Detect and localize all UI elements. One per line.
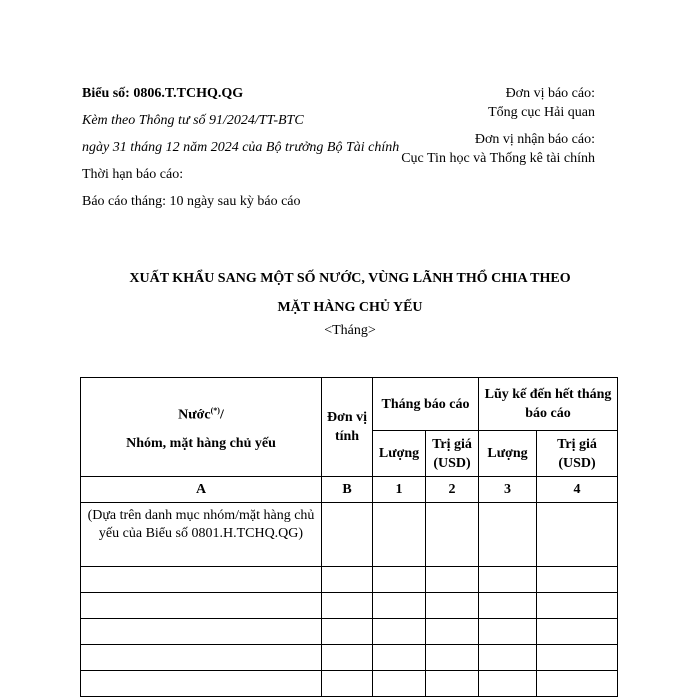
index-cell: A (81, 477, 322, 503)
empty-cell (81, 645, 322, 671)
empty-cell (373, 593, 426, 619)
report-period: <Tháng> (324, 323, 376, 338)
empty-cell (479, 619, 537, 645)
empty-cell (322, 619, 373, 645)
empty-cell (322, 567, 373, 593)
empty-cell (426, 503, 479, 567)
reporting-unit-label: Đơn vị báo cáo: (505, 86, 595, 101)
empty-cell (373, 671, 426, 697)
empty-cell (373, 645, 426, 671)
header-country-group (81, 378, 322, 477)
empty-cell (373, 619, 426, 645)
empty-cell (322, 593, 373, 619)
empty-cell (81, 567, 322, 593)
form-code: Biểu số: 0806.T.TCHQ.QG (82, 86, 244, 101)
issued-date: ngày 31 tháng 12 năm 2024 của Bộ trưởng Bộ Tài chính (82, 140, 400, 155)
empty-cell (322, 503, 373, 567)
empty-cell (373, 503, 426, 567)
unit-info-block (400, 84, 595, 176)
empty-cell (479, 593, 537, 619)
header-cum-value: Trị giá (USD) (537, 431, 618, 477)
empty-cell (479, 645, 537, 671)
deadline-value: Báo cáo tháng: 10 ngày sau kỳ báo cáo (82, 194, 301, 209)
report-title-line2: MẶT HÀNG CHỦ YẾU (277, 300, 423, 315)
table-row (81, 567, 618, 593)
header-month-qty: Lượng (373, 431, 426, 477)
receiving-unit-label: Đơn vị nhận báo cáo: (474, 132, 595, 147)
report-title-line1: XUẤT KHẨU SANG MỘT SỐ NƯỚC, VÙNG LÃNH THỔ CHIA THEO (129, 271, 571, 286)
empty-cell (426, 645, 479, 671)
empty-cell (81, 593, 322, 619)
header-unit: Đơn vị tính (322, 378, 373, 477)
empty-cell (479, 503, 537, 567)
form-info-block (82, 84, 402, 219)
index-cell: 1 (373, 477, 426, 503)
report-table (80, 377, 618, 697)
empty-cell (479, 671, 537, 697)
reporting-unit: Tổng cục Hải quan (488, 105, 595, 120)
header-month-value: Trị giá (USD) (426, 431, 479, 477)
note-row (81, 503, 618, 567)
index-cell: 4 (537, 477, 618, 503)
index-cell: B (322, 477, 373, 503)
empty-cell (322, 671, 373, 697)
empty-cell (537, 593, 618, 619)
header-country-footnote: (*) (210, 406, 220, 416)
table-row (81, 593, 618, 619)
empty-cell (373, 567, 426, 593)
index-cell: 2 (426, 477, 479, 503)
empty-cell (426, 619, 479, 645)
index-cell: 3 (479, 477, 537, 503)
empty-cell (322, 645, 373, 671)
empty-cell (426, 671, 479, 697)
receiving-unit: Cục Tin học và Thống kê tài chính (401, 151, 595, 166)
header-country-suffix: / (219, 407, 224, 423)
table-row (81, 619, 618, 645)
table-row (81, 645, 618, 671)
header-cum-qty: Lượng (479, 431, 537, 477)
empty-cell (81, 619, 322, 645)
header-cumulative: Lũy kế đến hết tháng báo cáo (479, 378, 618, 431)
empty-cell (537, 567, 618, 593)
empty-cell (537, 671, 618, 697)
empty-cell (537, 645, 618, 671)
table-row (81, 671, 618, 697)
empty-cell (479, 567, 537, 593)
header-month: Tháng báo cáo (373, 378, 479, 431)
attached-circular: Kèm theo Thông tư số 91/2024/TT-BTC (82, 113, 304, 128)
index-row (81, 477, 618, 503)
empty-cell (426, 593, 479, 619)
empty-cell (537, 619, 618, 645)
deadline-label: Thời hạn báo cáo: (82, 167, 184, 182)
empty-cell (537, 503, 618, 567)
note-cell: (Dựa trên danh mục nhóm/mặt hàng chủ yếu của Biểu số 0801.H.TCHQ.QG) (81, 503, 322, 567)
header-group: Nhóm, mặt hàng chủ yếu (126, 435, 276, 451)
empty-cell (81, 671, 322, 697)
header-country: Nước (178, 407, 211, 423)
empty-cell (426, 567, 479, 593)
report-title (60, 264, 640, 322)
